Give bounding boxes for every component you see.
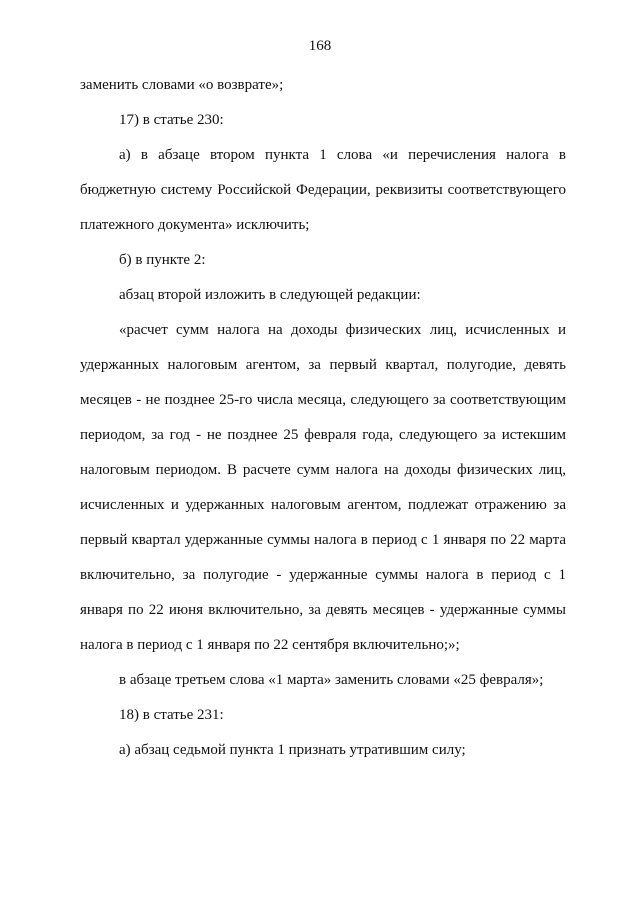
document-body bbox=[80, 68, 566, 768]
paragraph-item-a-231: а) абзац седьмой пункта 1 признать утратившим силу; bbox=[119, 742, 466, 758]
paragraph-third-abzac: в абзаце третьем слова «1 марта» заменить словами «25 февраля»; bbox=[119, 672, 544, 688]
paragraph-quoted-text: «расчет сумм налога на доходы физических лиц, исчисленных и удержанных налоговым агентом, за первый квартал, полугодие, девять месяцев - не позднее 25-го числа месяца, следующего за соответствующим периодом, за год - не позднее 25 февраля года, следующего за истекшим налоговым периодом. В расчете сумм налога на доходы физических лиц, исчисленных и удержанных налоговым агентом, подлежат отражению за первый квартал удержанные суммы налога в период с 1 января по 22 марта включительно, за полугодие - удержанные суммы налога в период с 1 января по 22 июня включительно, за девять месяцев - удержанные суммы налога в период с 1 января по 22 сентября включительно;»; bbox=[80, 322, 566, 653]
paragraph-article-230: 17) в статье 230: bbox=[119, 112, 224, 128]
paragraph-continuation: заменить словами «о возврате»; bbox=[80, 77, 284, 93]
page-number: 168 bbox=[308, 38, 332, 54]
paragraph-second-abzac: абзац второй изложить в следующей редакции: bbox=[119, 287, 421, 303]
paragraph-article-231: 18) в статье 231: bbox=[119, 707, 224, 723]
paragraph-item-b-230: б) в пункте 2: bbox=[119, 252, 206, 268]
paragraph-item-a-230: а) в абзаце втором пункта 1 слова «и перечисления налога в бюджетную систему Российской Федерации, реквизиты соответствующего платежного документа» исключить; bbox=[80, 147, 566, 233]
